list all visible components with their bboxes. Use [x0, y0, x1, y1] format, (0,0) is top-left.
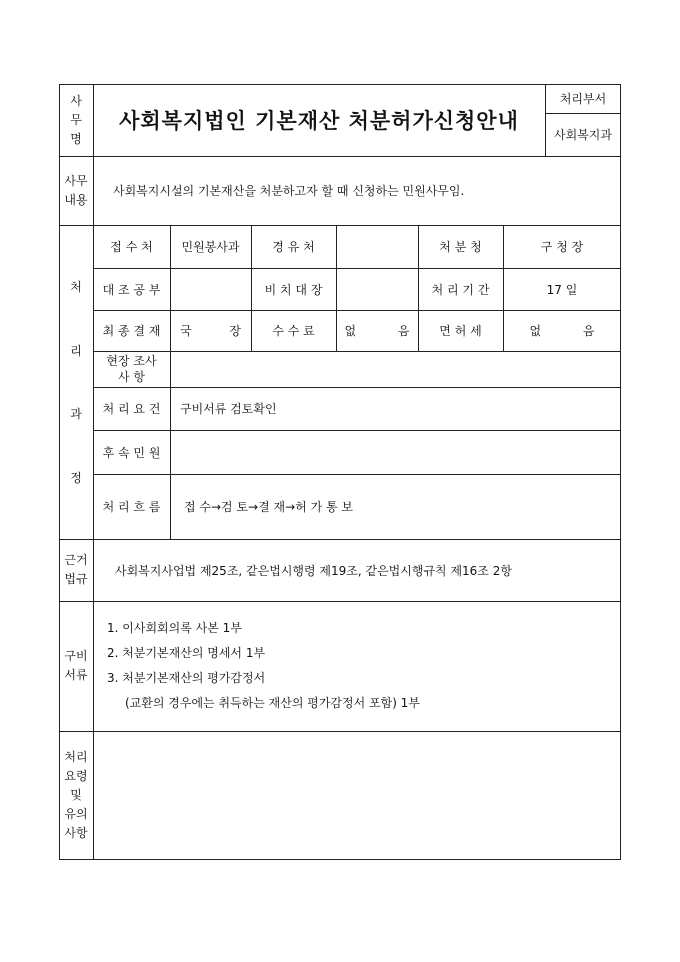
content-label-line: 내용 — [64, 192, 88, 207]
document-item: 3. 처분기본재산의 평가감정서 — [107, 671, 266, 685]
notes-label-line: 및 — [70, 788, 82, 802]
site-label-line: 사 항 — [118, 370, 145, 384]
tax-value: 없 음 — [529, 324, 595, 338]
process-label-char: 과 — [70, 407, 82, 422]
period-value: 17 일 — [546, 282, 578, 297]
site-label-line: 현장 조사 — [106, 354, 157, 368]
content-label-line: 사무 — [64, 173, 88, 188]
process-label-char: 정 — [70, 470, 82, 485]
document-item-note: (교환의 경우에는 취득하는 재산의 평가감정서 포함) 1부 — [125, 696, 420, 710]
process-label — [59, 225, 93, 539]
legal-label-line: 근거 — [64, 553, 88, 567]
process-label-char: 처 — [70, 280, 82, 295]
register-label: 비 치 대 장 — [264, 282, 323, 297]
handler-label: 처 분 청 — [439, 240, 482, 254]
ledger-label: 대 조 공 부 — [102, 282, 161, 297]
notes-label-line: 처리 — [64, 750, 88, 764]
approver-label: 최 종 결 재 — [102, 324, 161, 338]
content-text: 사회복지시설의 기본재산을 처분하고자 할 때 신청하는 민원사무임. — [113, 184, 465, 198]
via-value — [336, 225, 418, 268]
header-label — [59, 84, 93, 156]
legal-text: 사회복지사업법 제25조, 같은법시행령 제19조, 같은법시행규칙 제16조 2항 — [115, 563, 512, 578]
notes-text — [105, 731, 615, 860]
legal-label-line: 법규 — [64, 572, 88, 586]
via-label: 경 유 처 — [272, 240, 315, 254]
documents-list — [107, 616, 420, 716]
handler-value: 구 청 장 — [540, 240, 584, 254]
notes-label-line: 사항 — [64, 826, 88, 840]
document-item: 2. 처분기본재산의 명세서 1부 — [107, 646, 266, 660]
document-item: 1. 이사회회의록 사본 1부 — [107, 621, 242, 635]
site-label — [93, 351, 170, 387]
fee-label: 수 수 료 — [272, 324, 315, 338]
documents-label — [59, 601, 93, 731]
reception-label: 접 수 처 — [110, 240, 153, 254]
flow-label: 처 리 흐 름 — [102, 500, 161, 514]
dept-label: 처리부서 — [559, 92, 607, 106]
approver-value: 국 장 — [180, 324, 241, 338]
header-label-char: 명 — [70, 131, 82, 146]
page-title: 사회복지법인 기본재산 처분허가신청안내 — [119, 108, 519, 133]
flow-value: 접 수→검 토→결 재→허 가 통 보 — [184, 500, 353, 514]
followup-value — [180, 430, 620, 474]
ledger-value — [170, 268, 251, 310]
dept-value: 사회복지과 — [554, 128, 612, 142]
requirement-value: 구비서류 검토확인 — [180, 402, 277, 416]
content-label — [59, 156, 93, 225]
period-label: 처 리 기 간 — [431, 282, 490, 297]
legal-label — [59, 539, 93, 601]
process-label-char: 리 — [70, 343, 82, 358]
documents-label-line: 서류 — [64, 668, 88, 682]
notes-label-line: 유의 — [64, 807, 88, 821]
fee-value: 없 음 — [344, 324, 410, 338]
documents-label-line: 구비 — [64, 649, 88, 663]
tax-label: 면 허 세 — [439, 324, 482, 338]
notes-label-line: 요령 — [64, 769, 88, 783]
notes-label — [59, 731, 93, 860]
header-label-char: 무 — [70, 112, 82, 127]
reception-value: 민원봉사과 — [181, 240, 240, 254]
requirement-label: 처 리 요 건 — [102, 402, 161, 416]
header-label-char: 사 — [70, 93, 82, 108]
site-value — [180, 351, 620, 387]
register-value — [336, 268, 418, 310]
followup-label: 후 속 민 원 — [102, 445, 161, 460]
